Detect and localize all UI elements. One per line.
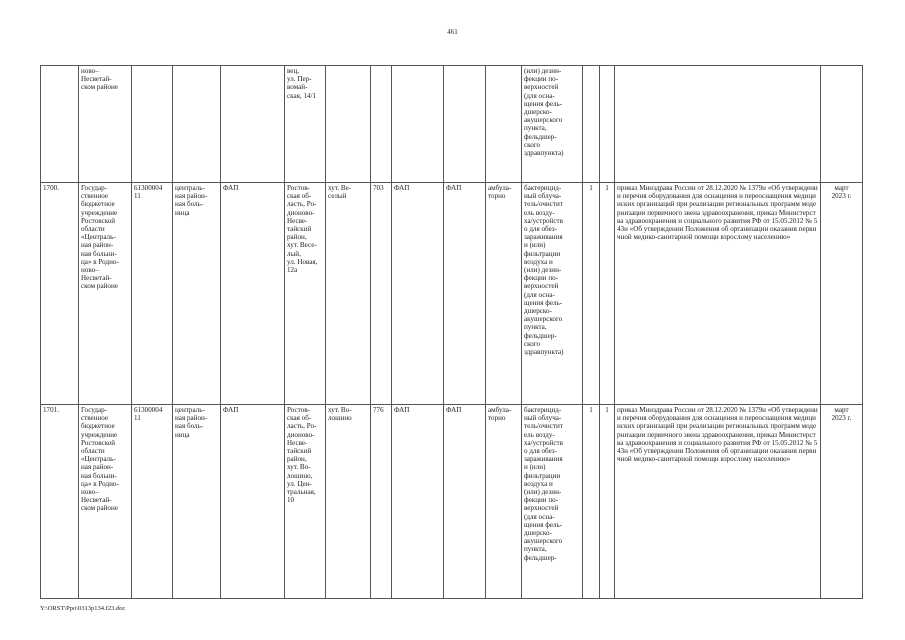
quantity-cell: 1 — [583, 183, 600, 405]
document-cell — [615, 66, 821, 183]
document-cell: приказ Минздрава России от 28.12.2020 № 1379н «Об утверждении перечня оборудования для оснащения и переоснащения медицинских организаций при реализации региональных программ модернизации первичного звена здравоохранения, приказ Министерства здравоохранения и социального развития РФ от 15.05.2012 № 543н «Об утверждении Положения об организации оказания первичной медико-санитарной помощи взрослому населению» — [615, 183, 821, 405]
unit-type-cell: централь- ная район- ная боль- ница — [173, 405, 221, 599]
object-type-cell — [221, 66, 285, 183]
okpo-cell: 61300004 11 — [132, 183, 173, 405]
unit-type-cell — [173, 66, 221, 183]
equipment-cell: бактерицид- ный облуча- тель/очистит ель возду- ха/устройств о для обез- зараживания и (или) фильтрации воздуха и (или) дезин- фекции по- верхностей (для осна- щения фель- дшерско- акушерского пункта, фельдшер- — [522, 405, 583, 599]
footer-file-path: Y:\ORST\Ppo\0313p134.f23.doc — [40, 605, 126, 612]
institution-cell: ново– Несветай- ском районе — [79, 66, 132, 183]
settlement-cell: хут. Во- лошино — [326, 405, 371, 599]
object-type-cell: ФАП — [221, 405, 285, 599]
settlement-cell — [326, 66, 371, 183]
table-row — [41, 66, 863, 183]
row-number-cell: 1700. — [41, 183, 79, 405]
address-cell: вец, ул. Пер- вомай- ская, 14/1 — [285, 66, 326, 183]
institution-cell: Государ- ственное бюджетное учреждение Ростовской области «Централь- ная район- ная больни- ца» в Родио- ново– Несветай- ском районе — [79, 183, 132, 405]
code-cell: 703 — [371, 183, 392, 405]
object-type3-cell: ФАП — [444, 183, 486, 405]
object-type-cell: ФАП — [221, 183, 285, 405]
document-cell: приказ Минздрава России от 28.12.2020 № 1379н «Об утверждении перечня оборудования для оснащения и переоснащения медицинских организаций при реализации региональных программ модернизации первичного звена здравоохранения, приказ Министерства здравоохранения и социального развития РФ от 15.05.2012 № 543н «Об утверждении Положения об организации оказания первичной медико-санитарной помощи взрослому населению» — [615, 405, 821, 599]
object-type2-cell: ФАП — [392, 183, 444, 405]
okpo-cell: 61300004 11 — [132, 405, 173, 599]
object-type2-cell — [392, 66, 444, 183]
quantity-cell: 1 — [583, 405, 600, 599]
row-number-cell: 1701. — [41, 405, 79, 599]
object-type2-cell: ФАП — [392, 405, 444, 599]
quantity-cell — [600, 66, 615, 183]
institution-cell: Государ- ственное бюджетное учреждение Ростовской области «Централь- ная район- ная больни- ца» в Родио- ново– Несветай- ском районе — [79, 405, 132, 599]
code-cell: 776 — [371, 405, 392, 599]
equipment-registry-table — [40, 65, 863, 599]
page-number: 461 — [447, 28, 458, 36]
okpo-cell — [132, 66, 173, 183]
care-form-cell: амбула- торно — [486, 183, 522, 405]
equipment-cell: (или) дезин- фекции по- верхностей (для осна- щения фель- дшерско- акушерского пункта, фельдшер- ского здравпункта) — [522, 66, 583, 183]
care-form-cell: амбула- торно — [486, 405, 522, 599]
unit-type-cell: централь- ная район- ная боль- ница — [173, 183, 221, 405]
address-cell: Ростов- ская об- ласть, Ро- дионово- Несве- тайский район, хут. Весе- лый, ул. Новая, 12а — [285, 183, 326, 405]
date-cell: март 2023 г. — [821, 183, 863, 405]
date-cell: март 2023 г. — [821, 405, 863, 599]
quantity-cell: 1 — [600, 183, 615, 405]
care-form-cell — [486, 66, 522, 183]
object-type3-cell — [444, 66, 486, 183]
quantity-cell: 1 — [600, 405, 615, 599]
table-row — [41, 405, 863, 599]
settlement-cell: хут. Ве- селый — [326, 183, 371, 405]
address-cell: Ростов- ская об- ласть, Ро- дионово- Несве- тайский район, хут. Во- лошино, ул. Цен- тральная, 10 — [285, 405, 326, 599]
row-number-cell — [41, 66, 79, 183]
code-cell — [371, 66, 392, 183]
table-row — [41, 183, 863, 405]
date-cell — [821, 66, 863, 183]
equipment-cell: бактерицид- ный облуча- тель/очистит ель возду- ха/устройств о для обез- зараживания и (или) фильтрации воздуха и (или) дезин- фекции по- верхностей (для осна- щения фель- дшерско- акушерского пункта, фельдшер- ского здравпункта) — [522, 183, 583, 405]
object-type3-cell: ФАП — [444, 405, 486, 599]
quantity-cell — [583, 66, 600, 183]
